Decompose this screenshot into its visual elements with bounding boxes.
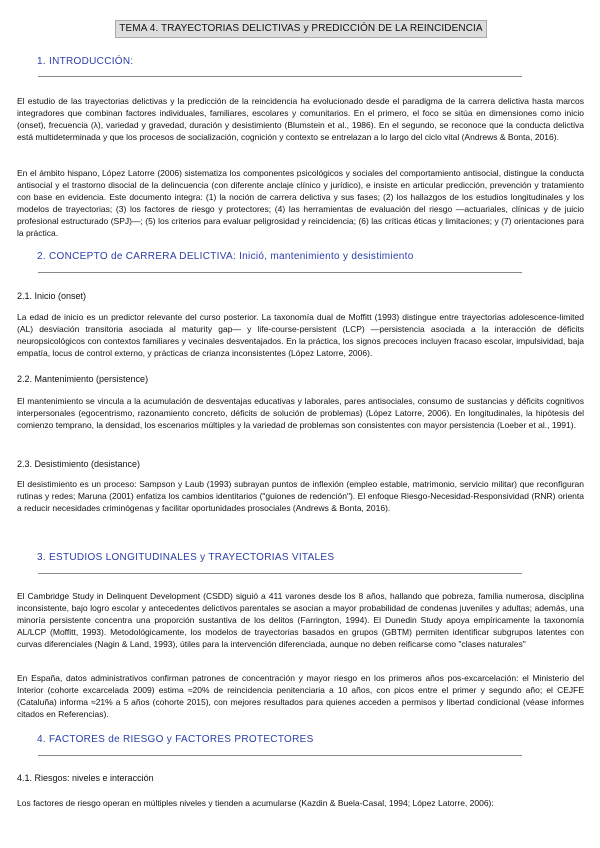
section-heading-introduccion: 1. INTRODUCCIÓN:	[37, 56, 134, 67]
paragraph-inicio: La edad de inicio es un predictor relevante del curso posterior. La taxonomía dual de Moffitt (1993) distingue entre trayectorias adolescence-limited (AL) desviación transitoria asociada al maturity gap— y life-course-persistent (LCP) —persistencia asociada a la interacción de déficits neuropsicológicos con contextos familiares y vecinales desventajados. En la práctica, los signos precoces incluyen fracaso escolar, impulsividad, baja empatía, locus de control externo, y prácticas de crianza inconsistentes (López Latorre, 2006).	[17, 312, 584, 358]
paragraph-mantenimiento: El mantenimiento se vincula a la acumulación de desventajas educativas y laborales, pares antisociales, consumo de sustancias y déficits cognitivos interpersonales (egocentrismo, razonamiento concreto, déficits de solución de problemas) (López Latorre, 2006). En longitudinales, la hipótesis del comienzo temprano, la densidad, los escenarios múltiples y la variedad de problemas son consistentes con mayor persistencia (Loeber et al., 1991).	[17, 396, 584, 430]
section-heading-factores: 4. FACTORES de RIESGO y FACTORES PROTECTORES	[37, 734, 314, 745]
paragraph-intro-1: El estudio de las trayectorias delictivas y la predicción de la reincidencia ha evolucionado desde el paradigma de la carrera delictiva hasta marcos integradores que combinan factores individuales, familiares, escolares y comunitarios. En el primero, el foco se sitúa en dimensiones como inicio (onset), frecuencia (λ), variedad y gravedad, duración y desistimiento (Blumstein et al., 1986). En el segundo, se reconoce que la conducta delictiva está multideterminada y que los procesos de socialización, cognición y contexto se entrelazan a lo largo del ciclo vital (Andrews & Bonta, 2016).	[17, 96, 584, 142]
section-heading-estudios: 3. ESTUDIOS LONGITUDINALES y TRAYECTORIAS VITALES	[37, 552, 335, 563]
paragraph-estudios-1: El Cambridge Study in Delinquent Development (CSDD) siguió a 411 varones desde los 8 años, hallando que pobreza, familia numerosa, disciplina inconsistente, bajo logro escolar y antecedentes delictivos parentales se asocian a mayor probabilidad de condenas juveniles y adultas; además, una minoría persistente concentra una proporción sustantiva de los delitos (Farrington, 1994). El Dunedin Study apoya empíricamente la taxonomía AL/LCP (Moffitt, 1993). Metodológicamente, los modelos de trayectorias basados en grupos (GBTM) permiten identificar subgrupos latentes con curvas diferenciales (Nagin & Land, 1993), útiles para la intervención diferenciada, aunque no deben reificarse como "clases naturales"	[17, 591, 584, 649]
section-heading-concepto: 2. CONCEPTO de CARRERA DELICTIVA: Inició, mantenimiento y desistimiento	[37, 251, 414, 262]
section-divider	[38, 272, 522, 273]
paragraph-riesgos: Los factores de riesgo operan en múltiples niveles y tienden a acumularse (Kazdin & Buela-Casal, 1994; López Latorre, 2006):	[17, 798, 494, 808]
paragraph-desistimiento: El desistimiento es un proceso: Sampson y Laub (1993) subrayan puntos de inflexión (empleo estable, matrimonio, servicio militar) que reconfiguran rutinas y redes; Maruna (2001) enfatiza los cambios identitarios ("guiones de redención"). El enfoque Riesgo-Necesidad-Responsividad (RNR) orienta a reducir necesidades criminógenas y facilitar oportunidades prosociales (Andrews & Bonta, 2016).	[17, 479, 584, 513]
document-title: TEMA 4. TRAYECTORIAS DELICTIVAS y PREDICCIÓN DE LA REINCIDENCIA	[119, 23, 483, 34]
section-divider	[38, 76, 522, 77]
subheading-inicio: 2.1. Inicio (onset)	[17, 291, 87, 301]
paragraph-intro-2: En el ámbito hispano, López Latorre (2006) sistematiza los componentes psicológicos y sociales del comportamiento antisocial, distingue la conducta antisocial y el trastorno disocial de la delincuencia (con diferente anclaje clínico y jurídico), e insiste en articular predicción, prevención y tratamiento con base en evidencia. Este documento integra: (1) la noción de carrera delictiva y sus fases; (2) los hallazgos de los estudios longitudinales y los modelos de trayectorias; (3) los factores de riesgo y protectores; (4) las herramientas de evaluación del riesgo —actuariales, clínicas y de juicio profesional estructurado (SPJ)—; (5) los criterios para evaluar peligrosidad y reincidencia; (6) las críticas éticas y limitaciones; y (7) orientaciones para la práctica.	[17, 168, 584, 238]
section-divider	[38, 573, 522, 574]
paragraph-estudios-2: En España, datos administrativos confirman patrones de concentración y mayor riesgo en los primeros años pos-excarcelación: el Ministerio del Interior (cohorte excarcelada 2009) estima ≈20% de reincidencia penitenciaria a 10 años, con picos entre el primer y segundo año; el CEJFE (Cataluña) informa ≈21% a 5 años (cohorte 2015), con mejores resultados para quienes acceden a permisos y libertad condicional (véase informes citados en Referencias).	[17, 673, 584, 719]
subheading-mantenimiento: 2.2. Mantenimiento (persistence)	[17, 374, 149, 384]
subheading-desistimiento: 2.3. Desistimiento (desistance)	[17, 459, 141, 469]
section-divider	[38, 755, 522, 756]
page-header	[115, 20, 487, 38]
subheading-riesgos: 4.1. Riesgos: niveles e interacción	[17, 773, 154, 783]
